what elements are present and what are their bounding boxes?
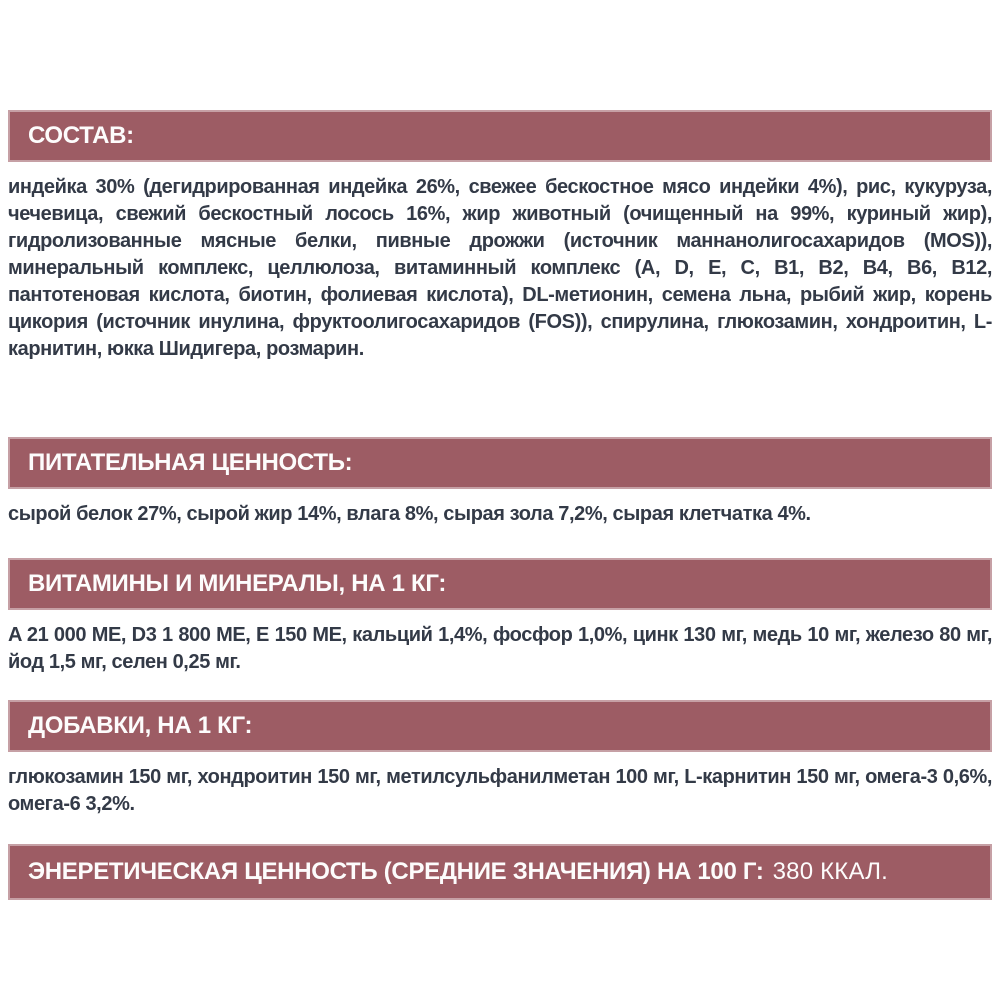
composition-body: индейка 30% (дегидрированная индейка 26%, свежее бескостное мясо индейки 4%), рис, кукуруза, чечевица, свежий бескостный лосось 16%, жир животный (очищенный на 99%, куриный жир), гидролизованные мясные белки, пивные дрожжи (источник маннанолигосахаридов (MOS)), минеральный комплекс, целлюлоза, витаминный комплекс (A, D, E, C, B1, B2, B4, B6, B12, пантотеновая кислота, биотин, фолиевая кислота), DL-метионин, семена льна, рыбий жир, корень цикория (источник инулина, фруктоолигосахаридов (FOS)), спирулина, глюкозамин, хондроитин, L-карнитин, юкка Шидигера, розмарин. xyxy=(8,176,992,360)
additives-heading-bar xyxy=(8,700,992,752)
nutritional-value-heading: ПИТАТЕЛЬНАЯ ЦЕННОСТЬ: xyxy=(28,449,353,476)
additives-body: глюкозамин 150 мг, хондроитин 150 мг, метилсульфанилметан 100 мг, L-карнитин 150 мг, омега-3 0,6%, омега-6 3,2%. xyxy=(8,766,992,815)
vitamins-minerals-heading: ВИТАМИНЫ И МИНЕРАЛЫ, НА 1 КГ: xyxy=(28,570,447,597)
nutritional-value-heading-bar xyxy=(8,437,992,489)
section-vitamins-minerals xyxy=(8,558,992,676)
composition-heading: СОСТАВ: xyxy=(28,122,134,149)
energy-value-label: ЭНЕРЕТИЧЕСКАЯ ЦЕННОСТЬ (СРЕДНИЕ ЗНАЧЕНИЯ) НА 100 Г: xyxy=(28,858,764,885)
section-additives xyxy=(8,700,992,818)
nutritional-value-body: сырой белок 27%, сырой жир 14%, влага 8%, сырая зола 7,2%, сырая клетчатка 4%. xyxy=(8,503,811,525)
energy-value-amount: 380 ККАЛ. xyxy=(772,858,889,885)
composition-heading-bar xyxy=(8,110,992,162)
section-nutritional-value xyxy=(8,437,992,528)
additives-heading: ДОБАВКИ, НА 1 КГ: xyxy=(28,712,253,739)
vitamins-minerals-body: A 21 000 МЕ, D3 1 800 МЕ, E 150 МЕ, кальций 1,4%, фосфор 1,0%, цинк 130 мг, медь 10 мг, железо 80 мг, йод 1,5 мг, селен 0,25 мг. xyxy=(8,624,992,673)
vitamins-minerals-heading-bar xyxy=(8,558,992,610)
energy-value-bar xyxy=(8,844,992,900)
section-composition xyxy=(8,110,992,363)
